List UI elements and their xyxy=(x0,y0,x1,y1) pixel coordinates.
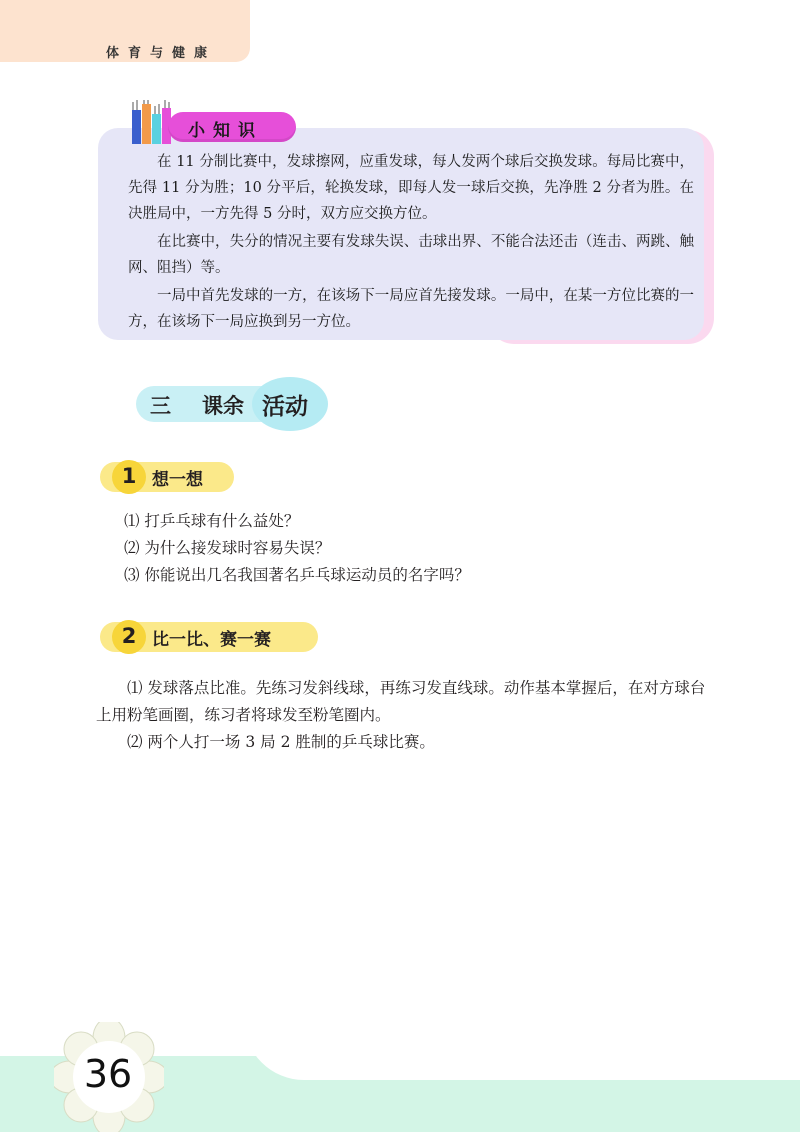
think-list xyxy=(124,508,470,589)
knowledge-title-pill xyxy=(168,112,296,142)
knowledge-paragraph: 在 11 分制比赛中，发球擦网，应重发球，每人发两个球后交换发球。每局比赛中，先得 11 分为胜；10 分平后，轮换发球，即每人发一球后交换，先净胜 2 分者为胜。在决胜局中，一方先得 5 分时，双方应交换方位。 xyxy=(128,154,694,222)
list-item: ⑵ 两个人打一场 3 局 2 胜制的乒乓球比赛。 xyxy=(127,733,435,751)
section-title-part-a: 课余 xyxy=(202,394,244,418)
section-number: 三 xyxy=(150,394,171,418)
page-number: 36 xyxy=(83,1052,133,1096)
book-title: 体育与健康 xyxy=(106,46,217,61)
section-title-part-b: 活动 xyxy=(262,394,308,420)
knowledge-title: 小知识 xyxy=(188,121,263,141)
footer-curve xyxy=(244,1020,800,1080)
subheading-number: 2 xyxy=(121,624,137,648)
knowledge-paragraph: 一局中首先发球的一方，在该场下一局应首先接发球。一局中，在某一方位比赛的一方，在该场下一局应换到另一方位。 xyxy=(128,288,694,330)
list-item: ⑵ 为什么接发球时容易失误？ xyxy=(124,539,331,557)
list-item: ⑴ 发球落点比准。先练习发斜线球，再练习发直线球。动作基本掌握后，在对方球台上用粉笔画圈，练习者将球发至粉笔圈内。 xyxy=(96,679,706,724)
knowledge-paragraph: 在比赛中，失分的情况主要有发球失误、击球出界、不能合法还击（连击、两跳、触网、阻挡）等。 xyxy=(128,234,694,276)
subheading-number: 1 xyxy=(121,464,137,488)
list-item: ⑴ 打乒乓球有什么益处？ xyxy=(124,512,300,530)
subheading-title: 想一想 xyxy=(152,470,203,490)
list-item: ⑶ 你能说出几名我国著名乒乓球运动员的名字吗？ xyxy=(124,566,470,584)
subheading-title: 比一比、赛一赛 xyxy=(152,630,271,650)
compete-list xyxy=(96,675,720,756)
knowledge-text xyxy=(128,149,694,337)
